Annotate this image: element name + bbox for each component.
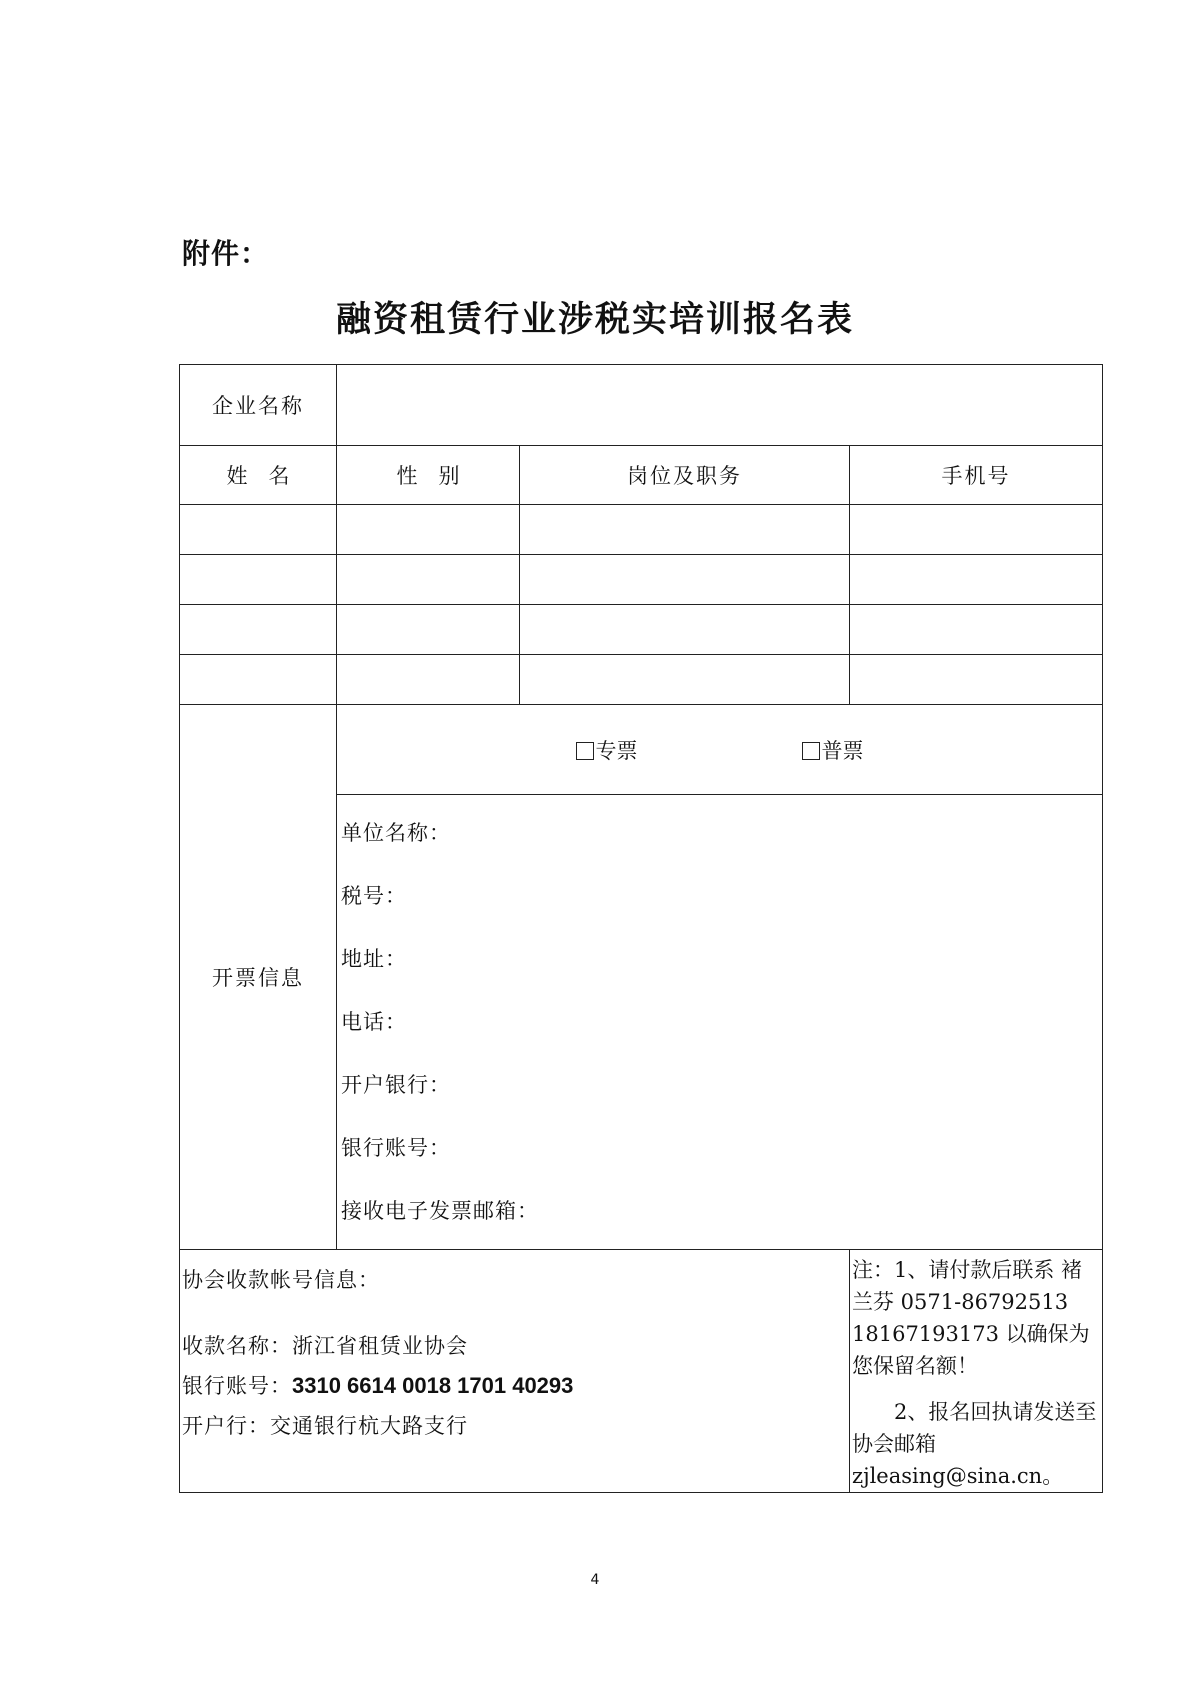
payment-info (180, 1250, 850, 1493)
special-invoice-option[interactable] (576, 735, 638, 765)
form-title: 融资租赁行业涉税实培训报名表 (335, 300, 854, 340)
invoice-type-options (337, 705, 1103, 795)
invoice-info-label: 开票信息 (180, 705, 337, 1250)
telephone-field[interactable]: 电话： (341, 1010, 407, 1034)
company-name-field[interactable] (337, 365, 1103, 446)
unit-name-field[interactable]: 单位名称： (341, 821, 451, 845)
attachment-label: 附件： (182, 237, 270, 270)
payment-row (180, 1250, 1103, 1493)
special-invoice-checkbox[interactable] (576, 742, 594, 760)
header-name: 姓 名 (180, 446, 337, 505)
payee-label: 收款名称： (182, 1334, 292, 1358)
header-position: 岗位及职务 (520, 446, 850, 505)
header-row (180, 446, 1103, 505)
attendee-gender-cell[interactable] (337, 505, 520, 555)
opening-bank-field[interactable]: 开户银行： (341, 1073, 451, 1097)
attendee-name-cell[interactable] (180, 505, 337, 555)
attendee-phone-cell[interactable] (850, 505, 1103, 555)
attendee-position-cell[interactable] (520, 505, 850, 555)
account-line (182, 1370, 849, 1400)
attendee-name-cell[interactable] (180, 555, 337, 605)
regular-invoice-checkbox[interactable] (802, 742, 820, 760)
attendee-gender-cell[interactable] (337, 605, 520, 655)
regular-invoice-option[interactable] (802, 735, 864, 765)
attendee-phone-cell[interactable] (850, 605, 1103, 655)
company-name-label: 企业名称 (180, 365, 337, 446)
attendee-phone-cell[interactable] (850, 555, 1103, 605)
account-label: 银行账号： (182, 1374, 292, 1398)
address-field[interactable]: 地址： (341, 947, 407, 971)
payment-heading: 协会收款帐号信息： (182, 1268, 380, 1292)
tax-number-field[interactable]: 税号： (341, 884, 407, 908)
attendee-phone-cell[interactable] (850, 655, 1103, 705)
header-gender: 性 别 (337, 446, 520, 505)
attendee-name-cell[interactable] (180, 655, 337, 705)
invoice-type-row (180, 705, 1103, 795)
e-invoice-email-field[interactable]: 接收电子发票邮箱： (341, 1199, 539, 1223)
attendee-position-cell[interactable] (520, 605, 850, 655)
attendee-row (180, 555, 1103, 605)
regular-invoice-label: 普票 (821, 738, 864, 763)
invoice-details (337, 795, 1103, 1250)
notes (850, 1250, 1103, 1493)
attendee-position-cell[interactable] (520, 655, 850, 705)
bank-value: 交通银行杭大路支行 (270, 1414, 468, 1438)
bank-line (182, 1410, 849, 1440)
special-invoice-label: 专票 (595, 738, 638, 763)
attendee-name-cell[interactable] (180, 605, 337, 655)
attendee-position-cell[interactable] (520, 555, 850, 605)
header-phone: 手机号 (850, 446, 1103, 505)
page-number: 4 (590, 1572, 600, 1588)
attendee-row (180, 505, 1103, 555)
attendee-row (180, 605, 1103, 655)
bank-label: 开户行： (182, 1414, 270, 1438)
note-email: 2、报名回执请发送至协会邮箱 zjleasing@sina.cn。 (852, 1400, 1097, 1488)
payee-value: 浙江省租赁业协会 (292, 1334, 468, 1358)
note-contact: 注：1、请付款后联系 褚兰芬 0571-86792513 18167193173 以确保为您保留名额！ (852, 1258, 1090, 1378)
attendee-gender-cell[interactable] (337, 655, 520, 705)
registration-form-table (179, 364, 1103, 1493)
company-row (180, 365, 1103, 446)
attendee-row (180, 655, 1103, 705)
account-number: 3310 6614 0018 1701 40293 (292, 1373, 574, 1398)
attendee-gender-cell[interactable] (337, 555, 520, 605)
bank-account-field[interactable]: 银行账号： (341, 1136, 451, 1160)
payee-line (182, 1330, 849, 1360)
